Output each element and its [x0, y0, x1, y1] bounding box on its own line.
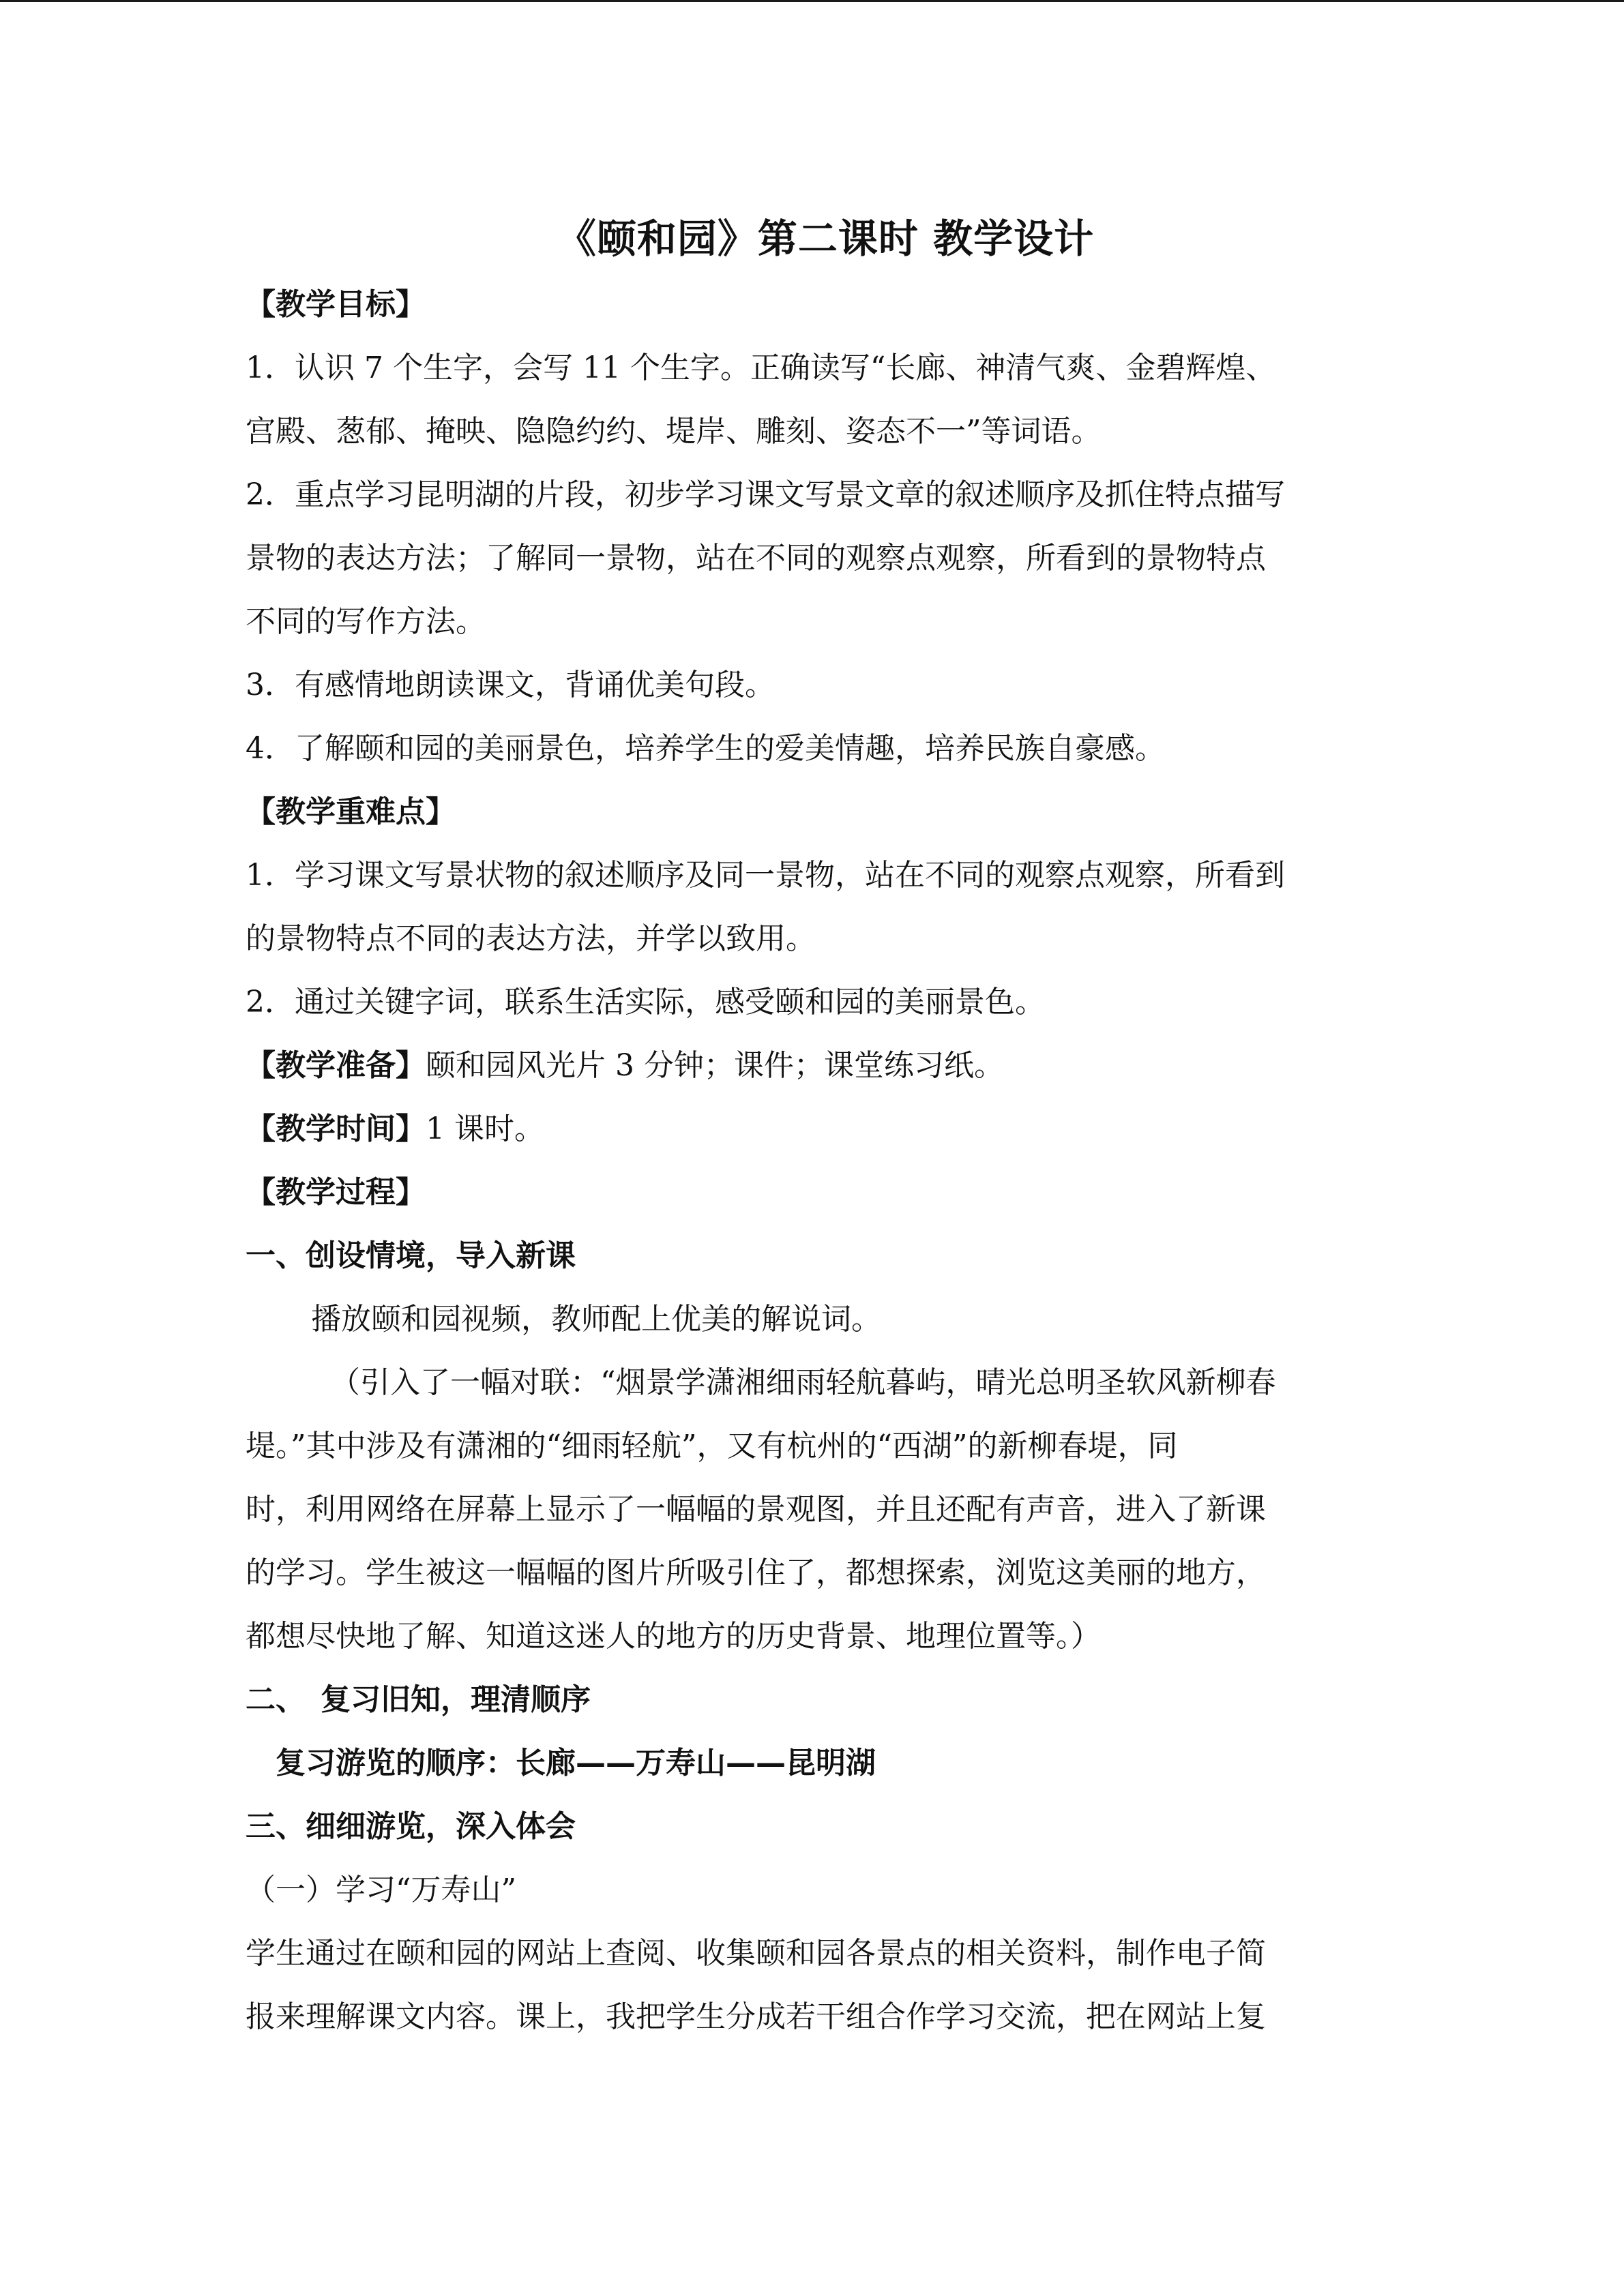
objectives-line: 2．重点学习昆明湖的片段，初步学习课文写景文章的叙述顺序及抓住特点描写: [246, 477, 1285, 512]
objectives-line: 景物的表达方法；了解同一景物，站在不同的观察点观察，所看到的景物特点: [246, 541, 1266, 576]
preparation-label: 【教学准备】: [246, 1048, 426, 1083]
time-text: 1 课时。: [426, 1112, 544, 1146]
part3-line: 报来理解课文内容。课上，我把学生分成若干组合作学习交流，把在网站上复: [246, 1999, 1266, 2034]
key-points-line: 2．通过关键字词，联系生活实际，感受颐和园的美丽景色。: [246, 985, 1045, 1019]
objectives-line: 宫殿、葱郁、掩映、隐隐约约、堤岸、雕刻、姿态不一”等词语。: [246, 414, 1102, 449]
preparation-line: [246, 1034, 1378, 1097]
part1-line: 都想尽快地了解、知道这迷人的地方的历史背景、地理位置等。）: [246, 1619, 1101, 1654]
part2-heading: 二、 复习旧知，理清顺序: [246, 1682, 591, 1717]
process-heading: 【教学过程】: [246, 1175, 426, 1210]
objectives-line: 3．有感情地朗读课文，背诵优美句段。: [246, 668, 775, 702]
part1-line: 堤。”其中涉及有潇湘的“细雨轻航”，又有杭州的“西湖”的新柳春堤，同: [246, 1429, 1178, 1463]
part1-line: 时，利用网络在屏幕上显示了一幅幅的景观图，并且还配有声音，进入了新课: [246, 1492, 1266, 1527]
document-page: [246, 205, 1378, 2048]
part1-intro: 播放颐和园视频，教师配上优美的解说词。: [311, 1302, 881, 1337]
part2-order: 复习游览的顺序：长廊——万寿山——昆明湖: [276, 1746, 876, 1780]
objectives-line: 1．认识 7 个生字，会写 11 个生字。正确读写“长廊、神清气爽、金碧辉煌、: [246, 351, 1276, 385]
top-border-line: [0, 0, 1624, 2]
key-points-line: 的景物特点不同的表达方法，并学以致用。: [246, 921, 816, 956]
key-points-line: 1．学习课文写景状物的叙述顺序及同一景物，站在不同的观察点观察，所看到: [246, 858, 1285, 893]
time-label: 【教学时间】: [246, 1112, 426, 1146]
time-line: [246, 1097, 1378, 1161]
preparation-text: 颐和园风光片 3 分钟；课件；课堂练习纸。: [426, 1048, 1004, 1083]
objectives-heading: 【教学目标】: [246, 287, 426, 322]
part1-line: （引入了一幅对联：“烟景学潇湘细雨轻航暮屿，晴光总明圣软风新柳春: [330, 1365, 1276, 1400]
key-points-heading: 【教学重难点】: [246, 794, 456, 829]
objectives-line: 不同的写作方法。: [246, 604, 486, 639]
part1-line: 的学习。学生被这一幅幅的图片所吸引住了，都想探索，浏览这美丽的地方，: [246, 1555, 1266, 1590]
part3-line: 学生通过在颐和园的网站上查阅、收集颐和园各景点的相关资料，制作电子简: [246, 1936, 1266, 1971]
objectives-line: 4．了解颐和园的美丽景色，培养学生的爱美情趣，培养民族自豪感。: [246, 731, 1165, 766]
part3-heading: 三、细细游览，深入体会: [246, 1809, 576, 1844]
part3-subheading: （一）学习“万寿山”: [246, 1873, 516, 1907]
document-title: 《颐和园》第二课时 教学设计: [556, 215, 1095, 262]
part1-heading: 一、创设情境，导入新课: [246, 1238, 576, 1273]
